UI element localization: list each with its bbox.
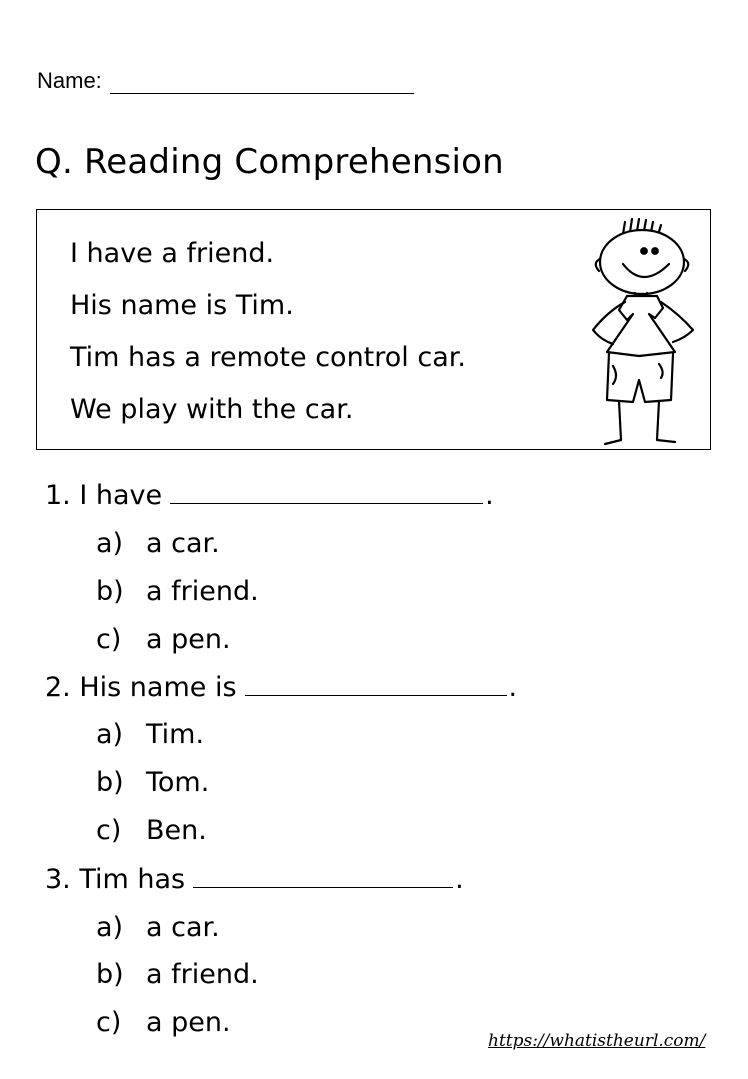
question xyxy=(45,672,517,703)
answer-option[interactable] xyxy=(96,767,209,798)
option-letter: a) xyxy=(96,912,124,943)
option-text: a car. xyxy=(146,912,220,943)
option-text: a friend. xyxy=(146,959,259,990)
option-letter: a) xyxy=(96,719,124,750)
option-text: Ben. xyxy=(146,815,207,846)
answer-option[interactable] xyxy=(96,576,259,607)
question xyxy=(45,864,464,895)
option-letter: a) xyxy=(96,528,124,559)
answer-blank[interactable] xyxy=(193,867,453,888)
answer-option[interactable] xyxy=(96,815,207,846)
option-text: a car. xyxy=(146,528,220,559)
option-text: a friend. xyxy=(146,576,259,607)
option-text: Tom. xyxy=(146,767,210,798)
name-row xyxy=(37,68,414,94)
question-text: 1. I have xyxy=(45,480,163,511)
question xyxy=(45,480,494,511)
story-line: I have a friend. xyxy=(70,238,275,269)
option-text: a pen. xyxy=(146,624,231,655)
story-line: His name is Tim. xyxy=(70,290,294,321)
question-text: 2. His name is xyxy=(45,672,237,703)
answer-option[interactable] xyxy=(96,959,259,990)
answer-blank[interactable] xyxy=(245,675,507,696)
answer-option[interactable] xyxy=(96,912,220,943)
question-end: . xyxy=(455,864,464,895)
option-letter: b) xyxy=(96,576,124,607)
option-letter: c) xyxy=(96,1007,122,1038)
option-letter: c) xyxy=(96,815,122,846)
story-line: We play with the car. xyxy=(70,394,354,425)
story-line: Tim has a remote control car. xyxy=(70,342,466,373)
option-text: Tim. xyxy=(146,719,205,750)
boy-illustration xyxy=(587,214,697,446)
option-letter: b) xyxy=(96,767,124,798)
option-text: a pen. xyxy=(146,1007,231,1038)
answer-option[interactable] xyxy=(96,624,231,655)
answer-option[interactable] xyxy=(96,528,220,559)
answer-option[interactable] xyxy=(96,719,204,750)
option-letter: c) xyxy=(96,624,122,655)
page-title: Q. Reading Comprehension xyxy=(35,142,504,182)
option-letter: b) xyxy=(96,959,124,990)
story-box xyxy=(36,209,711,450)
source-url-link[interactable]: https://whatistheurl.com/ xyxy=(488,1031,706,1051)
answer-blank[interactable] xyxy=(170,483,483,504)
answer-option[interactable] xyxy=(96,1007,231,1038)
question-end: . xyxy=(508,672,518,703)
question-end: . xyxy=(485,480,494,511)
name-label: Name: xyxy=(37,68,102,93)
name-blank-line xyxy=(110,69,414,94)
question-text: 3. Tim has xyxy=(45,864,186,895)
